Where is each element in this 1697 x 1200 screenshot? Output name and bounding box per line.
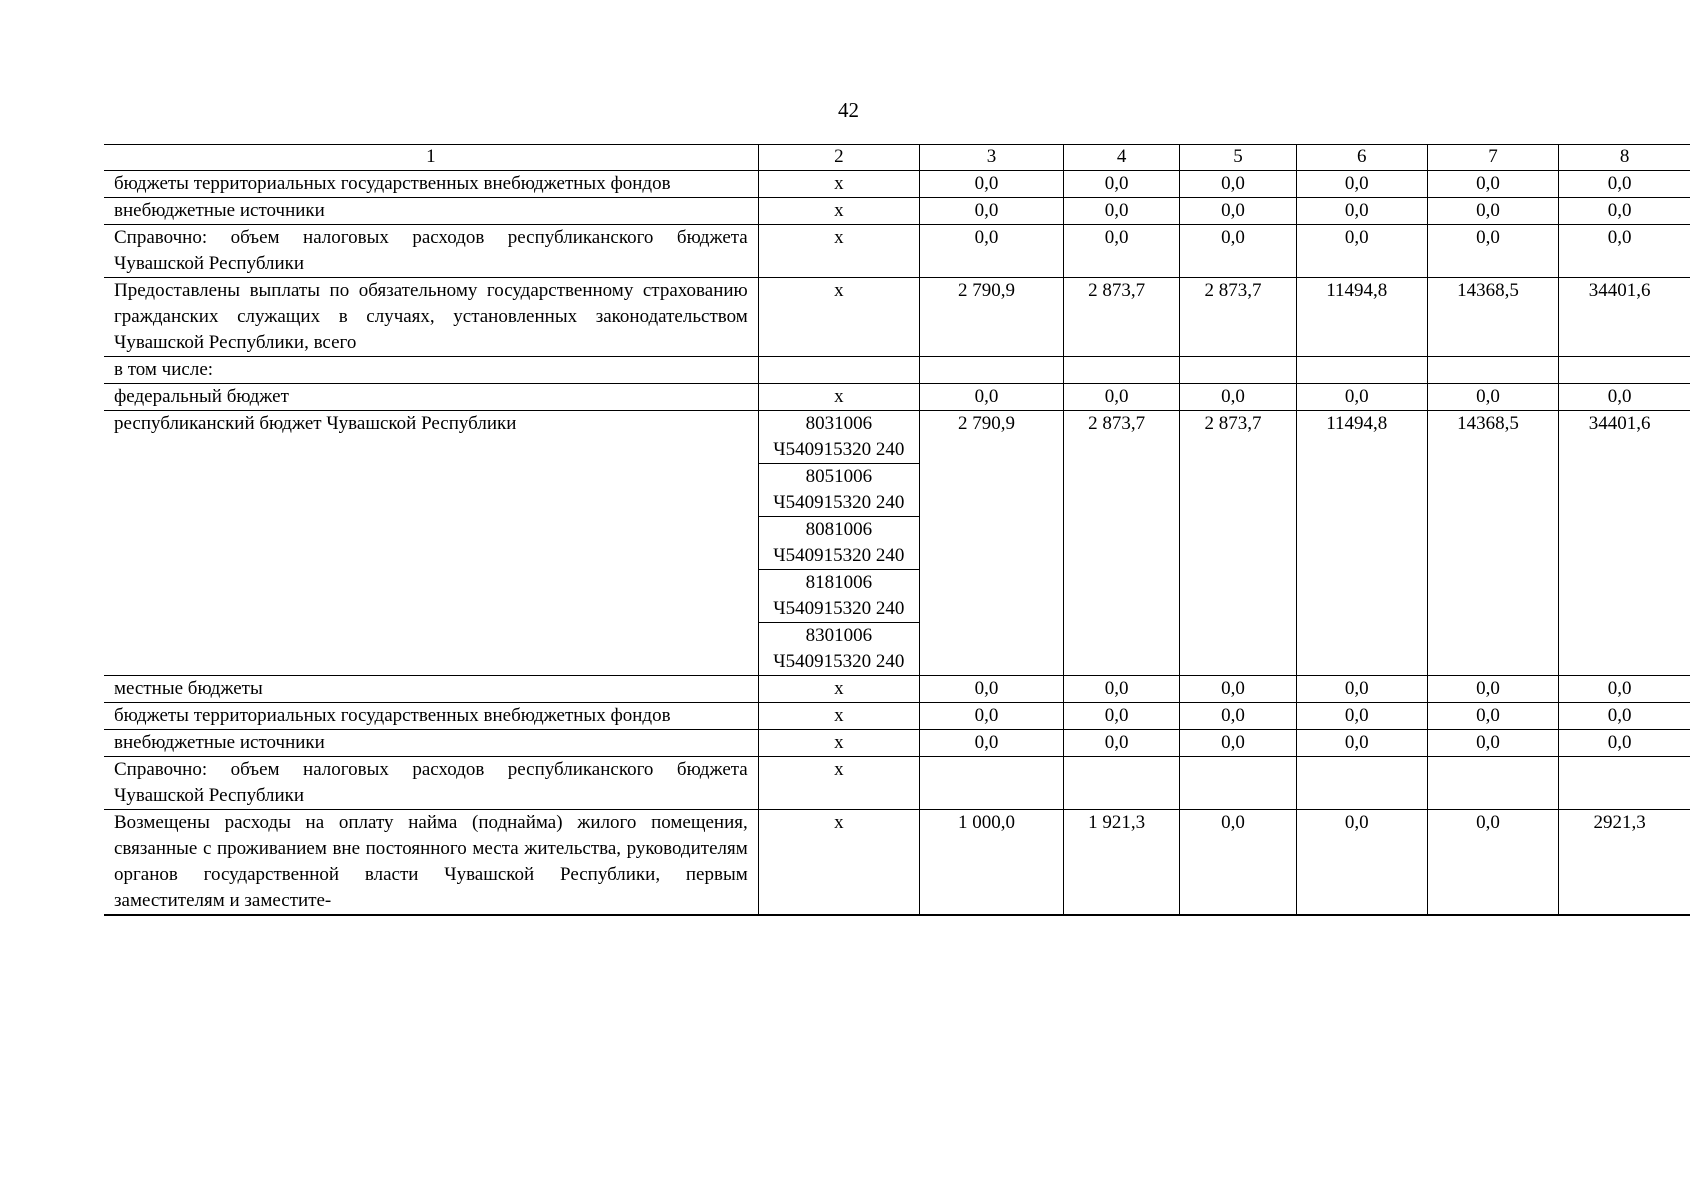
amount-cell: 0,0 bbox=[1063, 225, 1179, 278]
amount-cell bbox=[919, 357, 1063, 384]
amount-cell: 0,0 bbox=[1063, 384, 1179, 411]
amount-cell: 1 000,0 bbox=[919, 810, 1063, 916]
amount-cell bbox=[1063, 757, 1179, 810]
amount-cell: 0,0 bbox=[1296, 171, 1427, 198]
amount-cell bbox=[1180, 757, 1296, 810]
amount-cell: 2 873,7 bbox=[1063, 411, 1179, 676]
row-name: Справочно: объем налоговых расходов республиканского бюджета Чувашской Республики bbox=[104, 757, 758, 810]
amount-cell: 2921,3 bbox=[1559, 810, 1690, 916]
table-row bbox=[104, 225, 1690, 278]
amount-cell: 0,0 bbox=[1427, 676, 1558, 703]
budget-code: х bbox=[758, 198, 919, 225]
amount-cell: 0,0 bbox=[1427, 225, 1558, 278]
row-name: республиканский бюджет Чувашской Республики bbox=[104, 411, 758, 676]
row-name: бюджеты территориальных государственных внебюджетных фондов bbox=[104, 171, 758, 198]
amount-cell: 0,0 bbox=[1559, 225, 1690, 278]
amount-cell: 0,0 bbox=[1063, 703, 1179, 730]
amount-cell: 0,0 bbox=[1559, 730, 1690, 757]
table-row bbox=[104, 757, 1690, 810]
table-row bbox=[104, 411, 1690, 464]
amount-cell bbox=[1559, 757, 1690, 810]
table-row bbox=[104, 357, 1690, 384]
budget-code: х bbox=[758, 810, 919, 916]
amount-cell: 14368,5 bbox=[1427, 411, 1558, 676]
amount-cell: 0,0 bbox=[1427, 730, 1558, 757]
amount-cell: 0,0 bbox=[1559, 676, 1690, 703]
row-name: в том числе: bbox=[104, 357, 758, 384]
amount-cell: 0,0 bbox=[919, 703, 1063, 730]
row-name: местные бюджеты bbox=[104, 676, 758, 703]
budget-code: х bbox=[758, 703, 919, 730]
column-number-header: 2 bbox=[758, 145, 919, 171]
row-name: федеральный бюджет bbox=[104, 384, 758, 411]
amount-cell: 0,0 bbox=[1427, 703, 1558, 730]
column-number-header: 7 bbox=[1427, 145, 1558, 171]
amount-cell: 0,0 bbox=[1180, 703, 1296, 730]
column-number-header: 3 bbox=[919, 145, 1063, 171]
amount-cell: 0,0 bbox=[1427, 171, 1558, 198]
amount-cell: 0,0 bbox=[1559, 703, 1690, 730]
amount-cell bbox=[1063, 357, 1179, 384]
budget-code: 8181006 Ч540915320 240 bbox=[758, 570, 919, 623]
amount-cell: 0,0 bbox=[1296, 730, 1427, 757]
amount-cell: 2 873,7 bbox=[1180, 411, 1296, 676]
amount-cell bbox=[1427, 757, 1558, 810]
budget-code: 8031006 Ч540915320 240 bbox=[758, 411, 919, 464]
row-name: внебюджетные источники bbox=[104, 198, 758, 225]
table-row bbox=[104, 171, 1690, 198]
amount-cell: 0,0 bbox=[919, 676, 1063, 703]
budget-table bbox=[104, 144, 1690, 916]
amount-cell bbox=[1180, 357, 1296, 384]
amount-cell bbox=[1296, 757, 1427, 810]
amount-cell: 0,0 bbox=[919, 730, 1063, 757]
table-row bbox=[104, 278, 1690, 357]
amount-cell: 0,0 bbox=[919, 384, 1063, 411]
table-header-row bbox=[104, 145, 1690, 171]
amount-cell bbox=[1296, 357, 1427, 384]
amount-cell: 0,0 bbox=[1063, 198, 1179, 225]
table-row bbox=[104, 198, 1690, 225]
column-number-header: 6 bbox=[1296, 145, 1427, 171]
amount-cell: 0,0 bbox=[1180, 676, 1296, 703]
amount-cell: 0,0 bbox=[1180, 225, 1296, 278]
budget-code bbox=[758, 357, 919, 384]
amount-cell: 34401,6 bbox=[1559, 278, 1690, 357]
amount-cell: 0,0 bbox=[1559, 384, 1690, 411]
amount-cell: 0,0 bbox=[1296, 384, 1427, 411]
amount-cell: 0,0 bbox=[1427, 384, 1558, 411]
amount-cell: 0,0 bbox=[1063, 171, 1179, 198]
amount-cell: 0,0 bbox=[1063, 730, 1179, 757]
budget-code: х bbox=[758, 171, 919, 198]
page-number: 42 bbox=[838, 98, 859, 122]
amount-cell: 0,0 bbox=[1180, 198, 1296, 225]
budget-code: х bbox=[758, 278, 919, 357]
table-row bbox=[104, 810, 1690, 916]
row-name: Возмещены расходы на оплату найма (поднайма) жилого помещения, связанные с проживанием вне постоянного места жительства, руководителям органов государственной власти Чувашской Республики, первым заместителям и заместите- bbox=[104, 810, 758, 916]
amount-cell: 0,0 bbox=[919, 198, 1063, 225]
column-number-header: 4 bbox=[1063, 145, 1179, 171]
column-number-header: 5 bbox=[1180, 145, 1296, 171]
amount-cell: 0,0 bbox=[1559, 198, 1690, 225]
amount-cell: 0,0 bbox=[1180, 810, 1296, 916]
amount-cell bbox=[1427, 357, 1558, 384]
amount-cell: 0,0 bbox=[1296, 703, 1427, 730]
amount-cell: 11494,8 bbox=[1296, 278, 1427, 357]
amount-cell: 0,0 bbox=[1063, 676, 1179, 703]
table-row bbox=[104, 730, 1690, 757]
table-row bbox=[104, 703, 1690, 730]
amount-cell: 0,0 bbox=[1296, 225, 1427, 278]
column-number-header: 1 bbox=[104, 145, 758, 171]
amount-cell: 1 921,3 bbox=[1063, 810, 1179, 916]
amount-cell bbox=[1559, 357, 1690, 384]
amount-cell: 0,0 bbox=[1427, 198, 1558, 225]
budget-code: х bbox=[758, 757, 919, 810]
row-name: бюджеты территориальных государственных внебюджетных фондов bbox=[104, 703, 758, 730]
amount-cell: 0,0 bbox=[1180, 730, 1296, 757]
amount-cell: 0,0 bbox=[919, 171, 1063, 198]
table-row bbox=[104, 384, 1690, 411]
budget-code: 8051006 Ч540915320 240 bbox=[758, 464, 919, 517]
amount-cell: 0,0 bbox=[1180, 171, 1296, 198]
amount-cell: 0,0 bbox=[1559, 171, 1690, 198]
amount-cell: 34401,6 bbox=[1559, 411, 1690, 676]
budget-code: 8081006 Ч540915320 240 bbox=[758, 517, 919, 570]
row-name: Справочно: объем налоговых расходов республиканского бюджета Чувашской Республики bbox=[104, 225, 758, 278]
amount-cell: 2 873,7 bbox=[1063, 278, 1179, 357]
amount-cell bbox=[919, 757, 1063, 810]
budget-code: х bbox=[758, 730, 919, 757]
amount-cell: 0,0 bbox=[1296, 676, 1427, 703]
amount-cell: 0,0 bbox=[919, 225, 1063, 278]
table-row bbox=[104, 676, 1690, 703]
amount-cell: 2 790,9 bbox=[919, 278, 1063, 357]
amount-cell: 2 790,9 bbox=[919, 411, 1063, 676]
amount-cell: 11494,8 bbox=[1296, 411, 1427, 676]
budget-code: х bbox=[758, 384, 919, 411]
budget-code: 8301006 Ч540915320 240 bbox=[758, 623, 919, 676]
row-name: Предоставлены выплаты по обязательному государственному страхованию гражданских служащих в случаях, установленных законодательством Чувашской Республики, всего bbox=[104, 278, 758, 357]
row-name: внебюджетные источники bbox=[104, 730, 758, 757]
amount-cell: 14368,5 bbox=[1427, 278, 1558, 357]
amount-cell: 0,0 bbox=[1296, 810, 1427, 916]
amount-cell: 0,0 bbox=[1427, 810, 1558, 916]
amount-cell: 0,0 bbox=[1296, 198, 1427, 225]
budget-code: х bbox=[758, 676, 919, 703]
amount-cell: 0,0 bbox=[1180, 384, 1296, 411]
amount-cell: 2 873,7 bbox=[1180, 278, 1296, 357]
budget-code: х bbox=[758, 225, 919, 278]
column-number-header: 8 bbox=[1559, 145, 1690, 171]
